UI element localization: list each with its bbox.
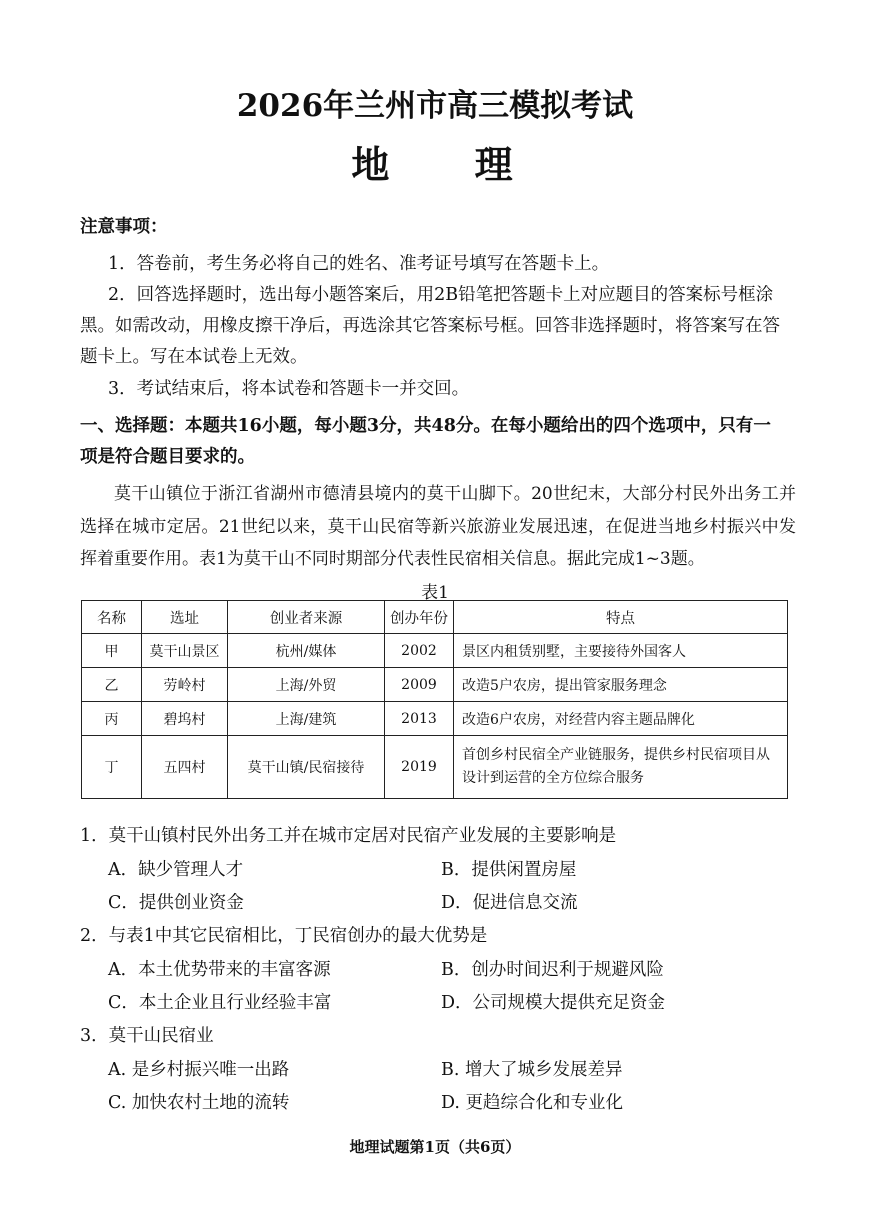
exam-title: 2026年兰州市高三模拟考试 xyxy=(236,88,634,124)
question-1-stem: 1．莫干山镇村民外出务工并在城市定居对民宿产业发展的主要影响是 xyxy=(80,826,617,846)
table-cell: 上海/外贸 xyxy=(228,668,385,702)
table-cell: 甲 xyxy=(82,634,142,668)
question-1-option-d: D．促进信息交流 xyxy=(441,893,578,913)
section-heading-line-1: 一、选择题：本题共16小题，每小题3分，共48分。在每小题给出的四个选项中，只有一 xyxy=(80,416,771,436)
table-row xyxy=(82,736,788,799)
table-row xyxy=(82,668,788,702)
question-3-option-b: B. 增大了城乡发展差异 xyxy=(441,1060,623,1080)
table-cell: 五四村 xyxy=(142,736,228,799)
table-cell: 丁 xyxy=(82,736,142,799)
table-cell: 改造6户农房，对经营内容主题品牌化 xyxy=(454,702,788,736)
table-caption: 表1 xyxy=(421,583,449,603)
question-1-option-c: C．提供创业资金 xyxy=(108,893,244,913)
question-2-option-b: B．创办时间迟利于规避风险 xyxy=(441,960,664,980)
table-cell: 2002 xyxy=(385,634,454,668)
table-cell: 劳岭村 xyxy=(142,668,228,702)
reading-passage: 莫干山镇位于浙江省湖州市德清县境内的莫干山脚下。20世纪末，大部分村民外出务工并选择在城市定居。21世纪以来，莫干山民宿等新兴旅游业发展迅速，在促进当地乡村振兴中发挥着重要作用。表1为莫干山不同时期部分代表性民宿相关信息。据此完成1~3题。 xyxy=(80,484,796,569)
table-cell: 杭州/媒体 xyxy=(228,634,385,668)
table-header-cell: 创业者来源 xyxy=(228,601,385,634)
table-cell: 上海/建筑 xyxy=(228,702,385,736)
table-header-cell: 选址 xyxy=(142,601,228,634)
question-3-option-d: D. 更趋综合化和专业化 xyxy=(441,1093,624,1113)
table-cell: 莫干山镇/民宿接待 xyxy=(228,736,385,799)
question-3-option-a: A. 是乡村振兴唯一出路 xyxy=(108,1060,290,1080)
section-heading-line-2: 项是符合题目要求的。 xyxy=(80,447,255,467)
table-header-row xyxy=(82,601,788,634)
notice-item-3: 3．考试结束后，将本试卷和答题卡一并交回。 xyxy=(108,379,470,399)
table-row xyxy=(82,702,788,736)
subject-title: 地 理 xyxy=(351,142,549,187)
table-cell: 景区内租赁别墅，主要接待外国客人 xyxy=(454,634,788,668)
page-footer: 地理试题第1页（共6页） xyxy=(349,1138,521,1156)
table-cell: 2013 xyxy=(385,702,454,736)
table-cell: 莫干山景区 xyxy=(142,634,228,668)
question-1-option-a: A．缺少管理人才 xyxy=(108,860,244,880)
table-header-cell: 创办年份 xyxy=(385,601,454,634)
question-1-option-b: B．提供闲置房屋 xyxy=(441,860,577,880)
table-header-cell: 名称 xyxy=(82,601,142,634)
notice-heading: 注意事项： xyxy=(80,217,168,237)
question-2-option-a: A．本土优势带来的丰富客源 xyxy=(108,960,331,980)
table-cell: 首创乡村民宿全产业链服务，提供乡村民宿项目从设计到运营的全方位综合服务 xyxy=(454,736,788,799)
notice-item-1: 1．答卷前，考生务必将自己的姓名、准考证号填写在答题卡上。 xyxy=(108,254,610,274)
notice-item-2-line-3: 题卡上。写在本试卷上无效。 xyxy=(80,347,308,367)
notice-item-2-line-1: 2．回答选择题时，选出每小题答案后，用2B铅笔把答题卡上对应题目的答案标号框涂 xyxy=(108,285,774,305)
question-2-stem: 2．与表1中其它民宿相比，丁民宿创办的最大优势是 xyxy=(80,926,488,946)
table-cell: 丙 xyxy=(82,702,142,736)
question-2-option-d: D．公司规模大提供充足资金 xyxy=(441,993,666,1013)
table-row xyxy=(82,634,788,668)
table-cell: 2009 xyxy=(385,668,454,702)
table-cell: 改造5户农房，提出管家服务理念 xyxy=(454,668,788,702)
table-cell: 碧坞村 xyxy=(142,702,228,736)
table-cell: 乙 xyxy=(82,668,142,702)
homestay-table xyxy=(81,600,788,799)
question-3-option-c: C. 加快农村土地的流转 xyxy=(108,1093,290,1113)
table-cell: 2019 xyxy=(385,736,454,799)
question-3-stem: 3．莫干山民宿业 xyxy=(80,1026,214,1046)
question-2-option-c: C．本土企业且行业经验丰富 xyxy=(108,993,332,1013)
table-header-cell: 特点 xyxy=(454,601,788,634)
notice-item-2-line-2: 黑。如需改动，用橡皮擦干净后，再选涂其它答案标号框。回答非选择题时，将答案写在答 xyxy=(80,316,780,336)
